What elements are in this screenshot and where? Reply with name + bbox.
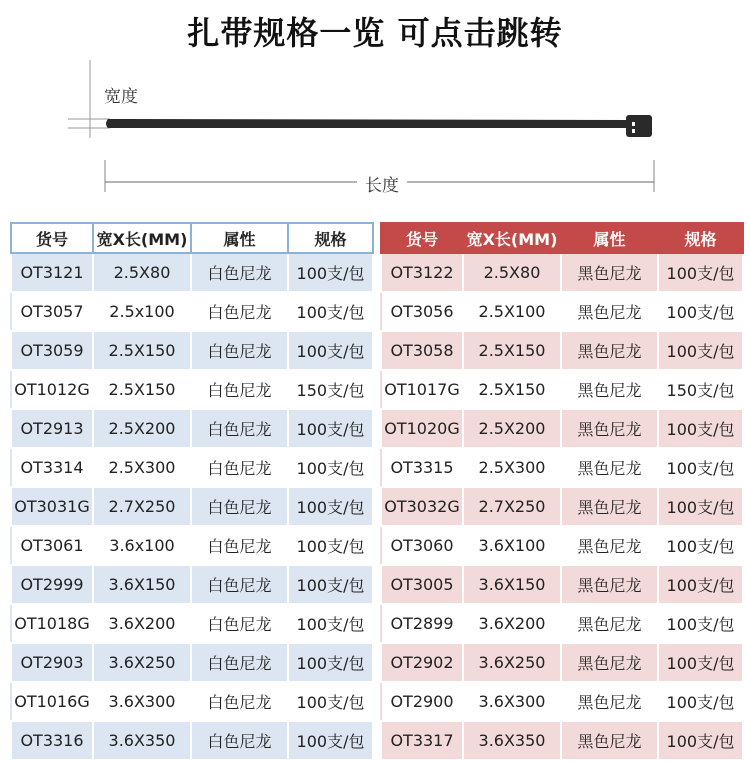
cell-size: 2.5x100 bbox=[93, 292, 191, 331]
header-sku: 货号 bbox=[381, 223, 463, 253]
cell-material: 白色尼龙 bbox=[191, 448, 288, 487]
cell-material: 白色尼龙 bbox=[191, 682, 288, 721]
cell-size: 2.7X250 bbox=[463, 487, 561, 526]
black-nylon-table bbox=[380, 222, 744, 761]
cell-material: 白色尼龙 bbox=[191, 409, 288, 448]
cell-pack: 100支/包 bbox=[658, 565, 743, 604]
table-row[interactable] bbox=[11, 526, 373, 565]
cell-pack: 100支/包 bbox=[288, 682, 373, 721]
cell-size: 2.5X80 bbox=[463, 253, 561, 292]
cell-sku[interactable]: OT3057 bbox=[11, 292, 93, 331]
cell-sku[interactable]: OT1020G bbox=[381, 409, 463, 448]
cell-size: 3.6X300 bbox=[93, 682, 191, 721]
cell-sku[interactable]: OT3056 bbox=[381, 292, 463, 331]
cell-pack: 100支/包 bbox=[288, 643, 373, 682]
cell-material: 黑色尼龙 bbox=[561, 370, 658, 409]
cell-sku[interactable]: OT2999 bbox=[11, 565, 93, 604]
cell-pack: 100支/包 bbox=[288, 721, 373, 760]
cell-material: 黑色尼龙 bbox=[561, 565, 658, 604]
cell-pack: 100支/包 bbox=[288, 409, 373, 448]
cell-material: 黑色尼龙 bbox=[561, 643, 658, 682]
cell-size: 2.5X300 bbox=[463, 448, 561, 487]
cell-material: 黑色尼龙 bbox=[561, 448, 658, 487]
cell-pack: 100支/包 bbox=[658, 409, 743, 448]
cell-pack: 100支/包 bbox=[658, 331, 743, 370]
cell-size: 3.6X350 bbox=[463, 721, 561, 760]
table-row[interactable] bbox=[11, 643, 373, 682]
cell-sku[interactable]: OT3316 bbox=[11, 721, 93, 760]
cell-size: 2.5X200 bbox=[463, 409, 561, 448]
cell-pack: 100支/包 bbox=[658, 292, 743, 331]
cell-pack: 100支/包 bbox=[288, 487, 373, 526]
cell-size: 2.5X300 bbox=[93, 448, 191, 487]
cell-size: 3.6X200 bbox=[463, 604, 561, 643]
cell-pack: 100支/包 bbox=[288, 604, 373, 643]
table-row[interactable] bbox=[381, 487, 743, 526]
cell-pack: 100支/包 bbox=[288, 331, 373, 370]
header-material: 属性 bbox=[191, 223, 288, 253]
cell-pack: 100支/包 bbox=[288, 253, 373, 292]
cell-material: 黑色尼龙 bbox=[561, 409, 658, 448]
table-row[interactable] bbox=[381, 292, 743, 331]
cell-size: 3.6X150 bbox=[93, 565, 191, 604]
cell-pack: 100支/包 bbox=[288, 292, 373, 331]
cell-sku[interactable]: OT1018G bbox=[11, 604, 93, 643]
cell-sku[interactable]: OT2900 bbox=[381, 682, 463, 721]
header-sku: 货号 bbox=[11, 223, 93, 253]
cell-material: 黑色尼龙 bbox=[561, 526, 658, 565]
cell-pack: 100支/包 bbox=[658, 604, 743, 643]
cell-sku[interactable]: OT3058 bbox=[381, 331, 463, 370]
cell-size: 3.6x100 bbox=[93, 526, 191, 565]
cell-pack: 100支/包 bbox=[658, 721, 743, 760]
cell-material: 白色尼龙 bbox=[191, 331, 288, 370]
cell-sku[interactable]: OT2899 bbox=[381, 604, 463, 643]
cell-pack: 150支/包 bbox=[658, 370, 743, 409]
cell-material: 黑色尼龙 bbox=[561, 682, 658, 721]
table-row[interactable] bbox=[11, 253, 373, 292]
table-header-row bbox=[381, 223, 743, 253]
cell-size: 2.5X100 bbox=[463, 292, 561, 331]
cell-pack: 100支/包 bbox=[658, 682, 743, 721]
header-material: 属性 bbox=[561, 223, 658, 253]
table-row[interactable] bbox=[11, 292, 373, 331]
cell-material: 黑色尼龙 bbox=[561, 253, 658, 292]
cell-size: 3.6X250 bbox=[463, 643, 561, 682]
cell-material: 黑色尼龙 bbox=[561, 487, 658, 526]
cell-size: 2.5X150 bbox=[93, 331, 191, 370]
table-row[interactable] bbox=[381, 682, 743, 721]
cell-material: 白色尼龙 bbox=[191, 643, 288, 682]
table-row[interactable] bbox=[11, 604, 373, 643]
cell-pack: 150支/包 bbox=[288, 370, 373, 409]
table-row[interactable] bbox=[381, 331, 743, 370]
cell-pack: 100支/包 bbox=[658, 448, 743, 487]
cell-size: 3.6X150 bbox=[463, 565, 561, 604]
cable-tie-diagram bbox=[0, 60, 750, 220]
cell-material: 白色尼龙 bbox=[191, 253, 288, 292]
cell-material: 黑色尼龙 bbox=[561, 331, 658, 370]
cell-pack: 100支/包 bbox=[658, 487, 743, 526]
cell-material: 白色尼龙 bbox=[191, 604, 288, 643]
cell-pack: 100支/包 bbox=[288, 526, 373, 565]
cell-sku[interactable]: OT3059 bbox=[11, 331, 93, 370]
cell-sku[interactable]: OT1016G bbox=[11, 682, 93, 721]
cell-size: 2.5X200 bbox=[93, 409, 191, 448]
header-pack: 规格 bbox=[288, 223, 373, 253]
table-row[interactable] bbox=[11, 409, 373, 448]
cell-sku[interactable]: OT1017G bbox=[381, 370, 463, 409]
cell-material: 白色尼龙 bbox=[191, 370, 288, 409]
table-row[interactable] bbox=[381, 448, 743, 487]
header-size: 宽X长(MM) bbox=[93, 223, 191, 253]
table-row[interactable] bbox=[381, 526, 743, 565]
cell-sku[interactable]: OT3005 bbox=[381, 565, 463, 604]
cell-sku[interactable]: OT3317 bbox=[381, 721, 463, 760]
width-label: 宽度 bbox=[104, 87, 138, 107]
cell-size: 2.5X150 bbox=[93, 370, 191, 409]
cell-sku[interactable]: OT3060 bbox=[381, 526, 463, 565]
cell-material: 白色尼龙 bbox=[191, 292, 288, 331]
table-row[interactable] bbox=[11, 487, 373, 526]
cell-material: 黑色尼龙 bbox=[561, 292, 658, 331]
cell-material: 白色尼龙 bbox=[191, 487, 288, 526]
cell-sku[interactable]: OT3122 bbox=[381, 253, 463, 292]
cell-material: 白色尼龙 bbox=[191, 526, 288, 565]
cell-pack: 100支/包 bbox=[288, 448, 373, 487]
cell-sku[interactable]: OT2902 bbox=[381, 643, 463, 682]
cell-sku[interactable]: OT2903 bbox=[11, 643, 93, 682]
cell-size: 2.5X80 bbox=[93, 253, 191, 292]
cell-size: 3.6X250 bbox=[93, 643, 191, 682]
cell-size: 3.6X350 bbox=[93, 721, 191, 760]
cell-sku[interactable]: OT1012G bbox=[11, 370, 93, 409]
cell-sku[interactable]: OT3121 bbox=[11, 253, 93, 292]
cell-sku[interactable]: OT2913 bbox=[11, 409, 93, 448]
table-row[interactable] bbox=[381, 604, 743, 643]
table-row[interactable] bbox=[381, 253, 743, 292]
cell-pack: 100支/包 bbox=[658, 253, 743, 292]
table-row[interactable] bbox=[381, 409, 743, 448]
cell-size: 3.6X100 bbox=[463, 526, 561, 565]
page-title: 扎带规格一览 可点击跳转 bbox=[187, 14, 563, 52]
cell-size: 2.5X150 bbox=[463, 370, 561, 409]
table-row[interactable] bbox=[11, 682, 373, 721]
cell-sku[interactable]: OT3032G bbox=[381, 487, 463, 526]
cell-size: 3.6X300 bbox=[463, 682, 561, 721]
cell-size: 2.7X250 bbox=[93, 487, 191, 526]
table-row[interactable] bbox=[11, 565, 373, 604]
cell-material: 黑色尼龙 bbox=[561, 604, 658, 643]
table-row[interactable] bbox=[381, 565, 743, 604]
cell-material: 黑色尼龙 bbox=[561, 721, 658, 760]
cell-sku[interactable]: OT3314 bbox=[11, 448, 93, 487]
cell-pack: 100支/包 bbox=[658, 526, 743, 565]
table-row[interactable] bbox=[381, 643, 743, 682]
table-row[interactable] bbox=[11, 370, 373, 409]
table-row[interactable] bbox=[11, 331, 373, 370]
cell-size: 3.6X200 bbox=[93, 604, 191, 643]
header-size: 宽X长(MM) bbox=[463, 223, 561, 253]
cell-pack: 100支/包 bbox=[658, 643, 743, 682]
length-label: 长度 bbox=[357, 171, 407, 196]
cell-sku[interactable]: OT3031G bbox=[11, 487, 93, 526]
table-row[interactable] bbox=[11, 448, 373, 487]
cell-size: 2.5X150 bbox=[463, 331, 561, 370]
table-header-row bbox=[11, 223, 373, 253]
table-row[interactable] bbox=[381, 721, 743, 760]
cell-material: 白色尼龙 bbox=[191, 721, 288, 760]
cell-pack: 100支/包 bbox=[288, 565, 373, 604]
cell-sku[interactable]: OT3061 bbox=[11, 526, 93, 565]
white-nylon-table bbox=[10, 222, 374, 761]
cell-sku[interactable]: OT3315 bbox=[381, 448, 463, 487]
table-row[interactable] bbox=[11, 721, 373, 760]
table-row[interactable] bbox=[381, 370, 743, 409]
cell-material: 白色尼龙 bbox=[191, 565, 288, 604]
header-pack: 规格 bbox=[658, 223, 743, 253]
